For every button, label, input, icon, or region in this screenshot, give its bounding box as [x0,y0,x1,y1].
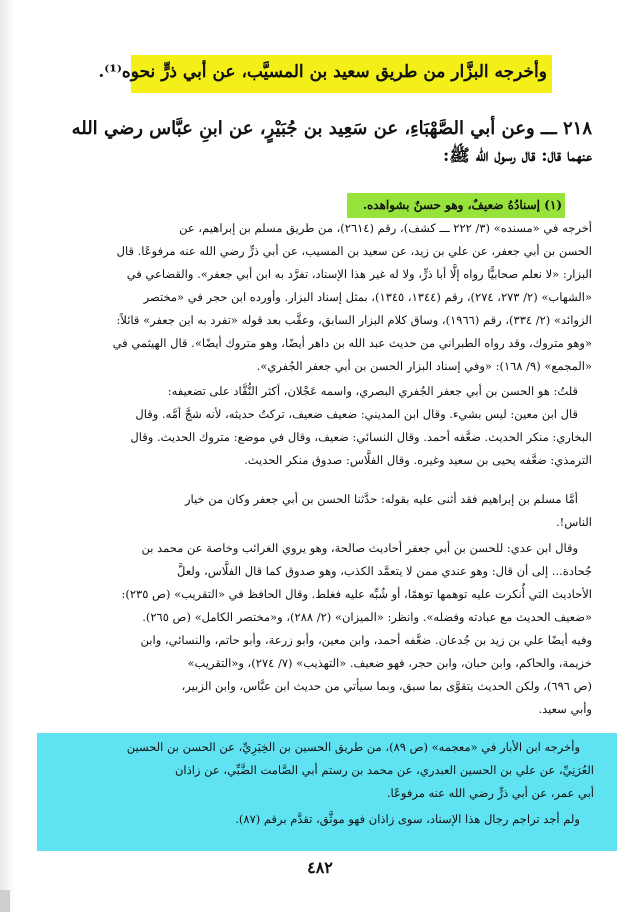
note-line: ولم أجد تراجم رجال هذا الإسناد، سوى زاذان فهو موثَّق، تقدَّم برقم (٨٧). [235,812,580,826]
hadith-line-2: عنهما قال: قال رسول الله ﷺ: [442,146,592,166]
note-line: الحسن بن أبي جعفر، عن علي بن زيد، عن سعيد بن المسيب، عن أبي ذرٍّ رضي الله عنه مرفوعًا. قال [116,244,592,258]
note-line: أبي عمر، عن أبي ذرٍّ رضي الله عنه مرفوعًا. [386,786,594,800]
page-number: ٤٨٢ [307,858,333,877]
footnote-heading: (١) إسنادُهُ ضعيفٌ، وهو حسنٌ بشواهده. [362,198,562,212]
note-line: خزيمة، والحاكم، وابن حبان، وابن حجر، فهو ضعيف. «التهذيب» (٧/ ٢٧٤)، و«التقريب» [187,656,592,670]
page-edge-corner [0,890,10,912]
note-line: البخاري: منكر الحديث. ضعَّفه أحمد. وقال النسائي: ضعيف، وقال في موضع: متروك الحديث. وقال [130,430,592,444]
note-line: الناس!. [556,515,592,529]
top-line: وأخرجه البزَّار من طريق سعيد بن المسيَّب، عن أبي ذرٍّ نحوه⁽¹⁾. [98,62,547,82]
note-line: «ضعيف الحديث مع عبادته وفضله». وانظر: «الميزان» (٢/ ٢٨٨)، و«مختصر الكامل» (ص ٢٦٥). [142,610,592,624]
note-line: الزوائد» (٢/ ٣٣٤)، رقم (١٩٦٦)، وساق كلام البزار السابق، وعقَّب بعد قوله «تفرد به ابن جعفر» قائلاً: [116,313,592,327]
note-line: وأبي سعيد. [538,702,592,716]
note-line: الأحاديث التي أُنكرت عليه توهمها توهمًا، أو شُبِّه عليه فغلط. وقال الحافظ في «التقريب» (ص ٢٣٥): [121,587,592,601]
note-line: وقال ابن عدي: للحسن بن أبي جعفر أحاديث صالحة، وهو يروي الغرائب وخاصة عن محمد بن [141,541,578,555]
note-line: وفيه أيضًا علي بن زيد بن جُدعان. ضعَّفه أحمد، وابن معين، وأبو زرعة، وأبو حاتم، والنسائي، وابن [140,633,592,647]
note-line: «الشهاب» (٢/ ٢٧٣، ٢٧٤)، رقم (١٣٤٤، ١٣٤٥)، بمثل إسناد البزار. وأورده ابن حجر في «مختصر [143,290,592,304]
note-line: قال ابن معين: ليس بشيء. وقال ابن المديني: ضعيف ضعيف، تركتُ حديثه، لأنه شجَّ أمَّه. وقال [135,407,578,421]
hadith-line-1: ٢١٨ ـــ وعن أبي الصَّهْبَاءِ، عن سَعِيد بن جُبَيْرٍ، عن ابنِ عبَّاس رضي الله [71,118,592,139]
note-line: جُحادة... إلى أن قال: وهو عندي ممن لا يتعمَّد الكذب، وهو صدوق كما قال الفلَّاس، ولعلَّ [177,564,592,578]
note-line: «المجمع» (٩/ ١٦٨): «وفي إسناد البزار الحسن بن أبي جعفر الجُفري». [256,359,592,373]
page-edge-shadow [0,0,14,912]
note-line: قلتُ: هو الحسن بن أبي جعفر الجُفري البصري، واسمه عَجْلان، أكثر النُّقَّاد على تضعيفه: [167,384,578,398]
note-line: «وهو متروك، وقد رواه الطبراني من حديث عبد الله بن داهر أيضًا، وهو متروك أيضًا». قال الهيثمي في [112,336,592,350]
note-line: الترمذي: ضعَّفه يحيى بن سعيد وغيره. وقال الفلَّاس: صدوق منكر الحديث. [244,453,592,467]
note-line: (ص ٦٩٦)، ولكن الحديث يتقوَّى بما سبق، وبما سيأتي من حديث ابن عبَّاس، وابن الزبير، [181,679,592,693]
note-line: أخرجه في «مسنده» (٣/ ٢٢٢ ـــ كشف)، رقم (٢٦١٤)، من طريق مسلم بن إبراهيم، عن [179,221,592,235]
note-line: البزار: «لا نعلم صحابيًّا رواه إلَّا أبا ذرٍّ، ولا له غير هذا الإسناد، تفرَّد به ابن أبي جعفر». والقضاعي في [126,267,592,281]
note-line: العُرَنِيِّ، عن علي بن الحسين العبدري، عن محمد بن رستم أبي الصَّامت الضَّبِّي، عن زاذان [174,763,594,777]
note-line: وأخرجه ابن الأبار في «معجمه» (ص ٨٩)، من طريق الحسين بن الخِيَرِيِّ، عن الحسن بن الحسين [126,740,580,754]
note-line: أمَّا مسلم بن إبراهيم فقد أثنى عليه بقوله: حدَّثنا الحسن بن أبي جعفر وكان من خيار [185,492,578,506]
